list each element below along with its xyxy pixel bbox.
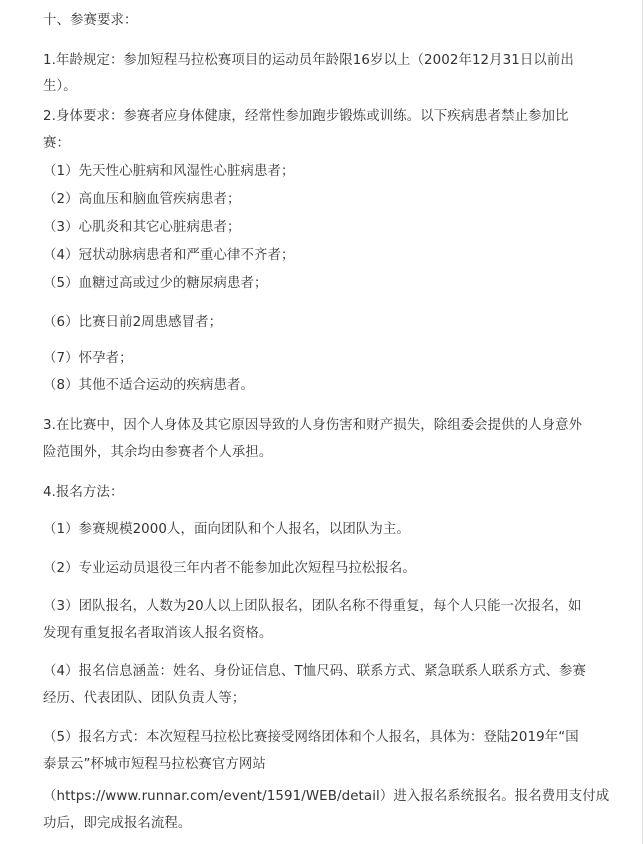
registration-item-2: （2）专业运动员退役三年内者不能参加此次短程马拉松报名。: [43, 561, 416, 576]
health-rule-line-2: 赛：: [43, 136, 70, 151]
disease-item-6: （6）比赛日前2周患感冒者；: [43, 315, 223, 330]
registration-item-3-line-2: 发现有重复报名者取消该人报名资格。: [43, 626, 273, 641]
age-rule-line-1: 1.年龄规定：参加短程马拉松赛项目的运动员年龄限16岁以上（2002年12月31日以前出: [43, 53, 574, 68]
registration-item-3-line-1: （3）团队报名，人数为20人以上团队报名，团队名称不得重复，每个人只能一次报名，如: [43, 599, 582, 614]
age-rule-line-2: 生）。: [43, 79, 77, 94]
registration-title: 4.报名方法：: [43, 485, 124, 500]
disease-item-2: （2）高血压和脑血管疾病患者；: [43, 192, 241, 207]
registration-item-4-line-1: （4）报名信息涵盖：姓名、身份证信息、T恤尺码、联系方式、紧急联系人联系方式、参赛: [43, 664, 587, 679]
registration-item-5-line-3: （https://www.runnar.com/event/1591/WEB/detail）进入报名系统报名。报名费用支付成: [43, 789, 610, 804]
liability-line-1: 3.在比赛中，因个人身体及其它原因导致的人身伤害和财产损失，除组委会提供的人身意外: [43, 418, 583, 433]
disease-item-7: （7）怀孕者；: [43, 351, 133, 366]
section-title: 十、参赛要求：: [43, 13, 138, 28]
registration-item-5-line-1: （5）报名方式：本次短程马拉松比赛接受网络团体和个人报名，具体为：登陆2019年“国: [43, 730, 579, 745]
registration-item-5-line-2: 泰景云”杯城市短程马拉松赛官方网站: [43, 757, 266, 772]
disease-item-8: （8）其他不适合运动的疾病患者。: [43, 378, 254, 393]
registration-item-4-line-2: 经历、代表团队、团队负责人等；: [43, 691, 246, 706]
disease-item-3: （3）心肌炎和其它心脏病患者；: [43, 220, 241, 235]
disease-item-1: （1）先天性心脏病和风湿性心脏病患者；: [43, 164, 295, 179]
disease-item-4: （4）冠状动脉病患者和严重心律不齐者；: [43, 248, 295, 263]
registration-item-1: （1）参赛规模2000人，面向团队和个人报名，以团队为主。: [43, 522, 410, 537]
health-rule-line-1: 2.身体要求：参赛者应身体健康，经常性参加跑步锻炼或训练。以下疾病患者禁止参加比: [43, 109, 569, 124]
disease-item-5: （5）血糖过高或过少的糖尿病患者；: [43, 276, 268, 291]
liability-line-2: 险范围外，其余均由参赛者个人承担。: [43, 445, 273, 460]
registration-item-5-line-4: 功后，即完成报名流程。: [43, 816, 192, 831]
